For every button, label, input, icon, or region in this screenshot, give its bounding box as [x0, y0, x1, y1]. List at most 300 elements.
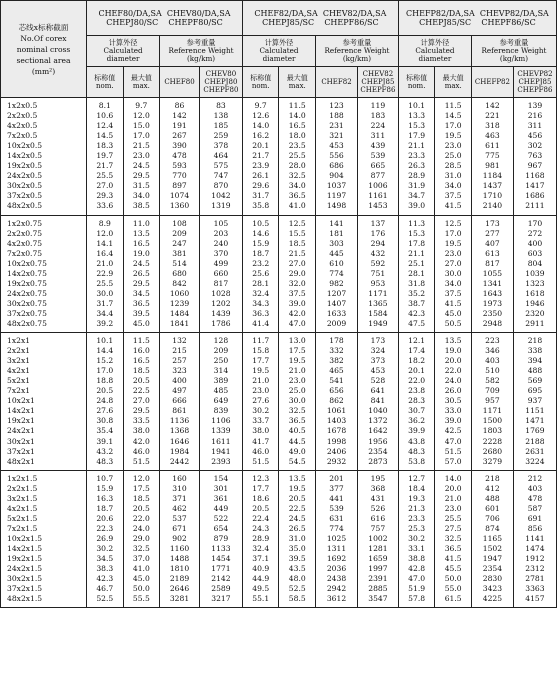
- spec-value: 37x2x1: [7, 446, 35, 456]
- cell-value: 8.1: [98, 101, 111, 110]
- cell-value: 39.9: [408, 426, 426, 436]
- cell-value: 11.5: [444, 101, 462, 110]
- cell-value: 12.5: [444, 218, 462, 228]
- group-header-1: CHEF80/DA,SA CHEV80/DA,SA CHEPJ80/SC CHEPF80/SC: [87, 1, 243, 36]
- cell-value: 1633: [326, 308, 347, 318]
- cell-value: 641: [370, 386, 386, 396]
- cell-value: 42.3: [96, 574, 114, 584]
- cell-value: 2873: [368, 456, 388, 466]
- cell-value: 1502: [482, 543, 503, 553]
- cell-value: 39.0: [408, 201, 426, 211]
- cell-value: 1692: [326, 554, 347, 564]
- cell-value: 57.0: [444, 456, 462, 466]
- cell-value: 29.5: [132, 406, 150, 416]
- cell-value: 21.0: [444, 493, 462, 503]
- cell-value: 32.5: [132, 543, 150, 553]
- cell-value: 250: [213, 356, 229, 366]
- cell-value: 13.5: [444, 336, 462, 346]
- cell-value: 10.1: [96, 336, 114, 346]
- cell-value: 49.0: [288, 446, 306, 456]
- cell-value: 22.0: [444, 366, 462, 376]
- cell-value: 32.5: [444, 533, 462, 543]
- cell-value: 23.9: [252, 161, 270, 171]
- cell-value: 14.0: [444, 473, 462, 483]
- cell-value: 23.3: [408, 151, 426, 161]
- cell-value: 45.5: [444, 564, 462, 574]
- group-header-3: CHEFP82/DA,SA CHEVP82/DA,SA CHEPJ85/SC CHEPF86/SC: [398, 1, 556, 36]
- cell-value: 41.7: [252, 436, 270, 446]
- cell-value: 26.5: [288, 523, 306, 533]
- cell-value: 361: [213, 493, 229, 503]
- cell-value: 17.0: [96, 366, 114, 376]
- cell-value: 1133: [211, 543, 231, 553]
- spec-value: 2x2x1: [7, 346, 31, 356]
- spec-value: 14x2x0.75: [7, 268, 47, 278]
- value-cell: [316, 470, 358, 608]
- cell-value: 203: [213, 228, 229, 238]
- cell-value: 53.8: [408, 456, 426, 466]
- value-cell: [398, 333, 435, 471]
- cell-value: 12.0: [96, 228, 114, 238]
- cell-value: 592: [370, 258, 386, 268]
- cell-value: 19.5: [444, 238, 462, 248]
- max-header: 最大值 max.: [123, 67, 160, 98]
- cell-value: 25.0: [288, 386, 306, 396]
- cell-value: 43.2: [96, 446, 114, 456]
- cell-value: 37.5: [444, 288, 462, 298]
- cell-value: 377: [329, 483, 344, 493]
- spec-cell: [1, 470, 87, 608]
- cell-value: 25.1: [408, 258, 426, 268]
- cell-value: 55.5: [132, 594, 150, 604]
- weight-col-a-header: CHEF80: [160, 67, 200, 98]
- cell-value: 1946: [525, 298, 545, 308]
- spec-value: 3x2x1: [7, 356, 31, 366]
- cell-value: 195: [370, 473, 386, 483]
- cell-value: 16.5: [288, 121, 306, 131]
- value-cell: [471, 98, 513, 216]
- cell-value: 23.0: [288, 376, 306, 386]
- spec-value: 1x2x0.75: [7, 218, 43, 228]
- cell-value: 29.5: [132, 171, 150, 181]
- value-cell: [199, 333, 242, 471]
- cell-value: 4157: [525, 594, 545, 604]
- value-cell: [199, 470, 242, 608]
- cell-value: 119: [370, 101, 386, 110]
- cell-value: 774: [329, 523, 344, 533]
- cell-value: 2438: [326, 574, 347, 584]
- cell-value: 1060: [169, 288, 190, 298]
- cell-value: 123: [329, 101, 344, 110]
- cell-value: 23.0: [444, 248, 462, 258]
- cell-value: 953: [370, 278, 386, 288]
- cell-value: 593: [172, 161, 187, 171]
- cell-value: 497: [172, 386, 187, 396]
- cell-value: 28.9: [252, 533, 270, 543]
- spec-value: 1x2x1: [7, 336, 31, 346]
- cell-value: 3612: [326, 594, 347, 604]
- calc-diameter-header-1: 计算外径 Calculated diameter: [87, 36, 160, 67]
- cell-value: 26.3: [408, 161, 426, 171]
- cell-value: 2142: [211, 574, 231, 584]
- cell-value: 1239: [169, 298, 190, 308]
- cell-value: 1439: [211, 308, 231, 318]
- cell-value: 8.9: [98, 218, 111, 228]
- cell-value: 17.7: [252, 483, 270, 493]
- cell-value: 14.1: [96, 238, 114, 248]
- cell-value: 12.0: [132, 111, 150, 121]
- cell-value: 569: [527, 376, 543, 386]
- cell-value: 58.5: [288, 594, 306, 604]
- cell-value: 142: [485, 101, 500, 110]
- cell-value: 12.0: [132, 473, 150, 483]
- cell-value: 25.5: [96, 171, 114, 181]
- weight-col-b-header: CHEVP82 CHEPJ85 CHEPF86: [513, 67, 556, 98]
- cell-value: 1028: [211, 288, 231, 298]
- cell-value: 40.5: [288, 426, 306, 436]
- cell-value: 656: [329, 386, 344, 396]
- cell-value: 301: [213, 483, 229, 493]
- value-cell: [471, 215, 513, 333]
- cell-value: 1642: [368, 426, 388, 436]
- cell-value: 16.3: [96, 493, 114, 503]
- weight-col-a-header: CHEF82: [316, 67, 358, 98]
- cell-value: 1141: [525, 533, 545, 543]
- value-cell: [279, 470, 316, 608]
- cell-value: 15.3: [408, 228, 426, 238]
- cell-value: 17.5: [288, 346, 306, 356]
- table-section-row: [1, 333, 557, 471]
- value-cell: [357, 333, 398, 471]
- cell-value: 185: [213, 121, 229, 131]
- value-cell: [513, 333, 556, 471]
- cell-value: 26.5: [132, 268, 150, 278]
- cell-value: 26.1: [252, 171, 270, 181]
- weight-col-b-header: CHEV80 CHEPJ80 CHEPF80: [199, 67, 242, 98]
- cell-value: 671: [172, 523, 187, 533]
- cell-value: 39.5: [132, 308, 150, 318]
- cell-value: 170: [527, 218, 543, 228]
- cell-value: 221: [485, 111, 500, 121]
- cell-value: 183: [370, 111, 386, 121]
- value-cell: [199, 98, 242, 216]
- cell-value: 23.0: [444, 141, 462, 151]
- cell-value: 25.0: [444, 151, 462, 161]
- cell-value: 51.5: [252, 456, 270, 466]
- cell-value: 1168: [525, 171, 545, 181]
- cell-value: 13.0: [288, 336, 306, 346]
- cell-value: 332: [329, 346, 344, 356]
- cell-value: 31.0: [288, 533, 306, 543]
- value-cell: [87, 470, 124, 608]
- cell-value: 39.1: [96, 436, 114, 446]
- ref-weight-header-1: 参考重量 Reference Weight (kg/km): [160, 36, 243, 67]
- cell-value: 12.6: [252, 111, 270, 121]
- cell-value: 1365: [368, 298, 388, 308]
- spec-value: 7x2x1: [7, 386, 31, 396]
- cell-value: 19.0: [132, 248, 150, 258]
- cell-value: 32.5: [288, 406, 306, 416]
- cell-value: 39.0: [444, 416, 462, 426]
- cell-value: 20.5: [132, 503, 150, 513]
- spec-cell: [1, 333, 87, 471]
- cell-value: 2406: [326, 446, 347, 456]
- cell-value: 575: [213, 161, 229, 171]
- cell-value: 50.0: [444, 574, 462, 584]
- spec-value: 7x2x0.75: [7, 248, 43, 258]
- cell-value: 15.9: [96, 483, 114, 493]
- cell-value: 1498: [326, 201, 347, 211]
- cell-value: 1453: [368, 201, 388, 211]
- cell-value: 1074: [169, 191, 190, 201]
- cell-value: 27.5: [444, 523, 462, 533]
- cell-value: 34.0: [444, 181, 462, 191]
- cell-value: 537: [172, 513, 187, 523]
- cell-value: 449: [213, 503, 229, 513]
- cell-value: 21.1: [408, 248, 426, 258]
- cell-value: 1025: [326, 533, 347, 543]
- cell-value: 14.6: [252, 228, 270, 238]
- max-header: 最大值 max.: [435, 67, 472, 98]
- cell-value: 38.0: [132, 426, 150, 436]
- cell-value: 34.0: [288, 181, 306, 191]
- cell-value: 611: [485, 141, 500, 151]
- cell-value: 22.9: [96, 268, 114, 278]
- cell-value: 17.0: [444, 121, 462, 131]
- corner-header: 芯线x标称截面 No.Of corex nominal cross sectional area (mm²): [1, 1, 87, 98]
- cell-value: 18.2: [408, 356, 426, 366]
- cell-value: 1998: [326, 436, 347, 446]
- cell-value: 36.3: [252, 308, 270, 318]
- cell-value: 19.0: [444, 346, 462, 356]
- cell-value: 2036: [326, 564, 347, 574]
- cell-value: 18.7: [96, 503, 114, 513]
- cell-value: 1136: [169, 416, 190, 426]
- cell-value: 18.8: [96, 376, 114, 386]
- cell-value: 817: [213, 278, 229, 288]
- cell-value: 311: [370, 131, 386, 141]
- cell-value: 1810: [169, 564, 190, 574]
- cell-value: 17.9: [408, 131, 426, 141]
- cell-value: 3363: [525, 584, 545, 594]
- cell-value: 12.3: [252, 473, 270, 483]
- cell-value: 2228: [482, 436, 503, 446]
- cell-value: 3224: [525, 456, 545, 466]
- nom-header: 标称值 nom.: [87, 67, 124, 98]
- cell-value: 695: [527, 386, 543, 396]
- value-cell: [160, 98, 200, 216]
- spec-value: 1x2x1.5: [7, 473, 38, 483]
- cell-value: 2391: [368, 574, 388, 584]
- cell-value: 400: [527, 238, 543, 248]
- cell-value: 36.5: [288, 416, 306, 426]
- cell-value: 817: [485, 258, 500, 268]
- spec-value: 30x2x1: [7, 436, 35, 446]
- cell-value: 23.2: [252, 258, 270, 268]
- cell-value: 30.2: [408, 533, 426, 543]
- cell-value: 34.5: [96, 554, 114, 564]
- cell-value: 400: [172, 376, 187, 386]
- cell-value: 1006: [368, 181, 388, 191]
- cell-value: 381: [172, 248, 187, 258]
- cell-value: 17.0: [132, 131, 150, 141]
- cell-value: 38.7: [408, 298, 426, 308]
- spec-value: 3x2x1.5: [7, 493, 38, 503]
- cell-value: 453: [370, 366, 386, 376]
- cell-value: 188: [329, 111, 344, 121]
- cell-value: 2111: [525, 201, 545, 211]
- cell-value: 1500: [482, 416, 503, 426]
- spec-value: 10x2x0.5: [7, 141, 43, 151]
- spec-cell: [1, 98, 87, 216]
- cell-value: 45.0: [444, 308, 462, 318]
- cell-value: 218: [527, 336, 543, 346]
- cell-value: 631: [329, 513, 344, 523]
- cell-value: 303: [329, 238, 344, 248]
- cell-value: 13.5: [132, 228, 150, 238]
- cell-value: 2646: [169, 584, 190, 594]
- cell-value: 874: [485, 523, 500, 533]
- cell-value: 18.0: [288, 131, 306, 141]
- cell-value: 9.7: [135, 101, 148, 110]
- value-cell: [87, 215, 124, 333]
- cell-value: 20.5: [96, 386, 114, 396]
- cell-value: 20.5: [252, 503, 270, 513]
- cell-value: 31.8: [408, 278, 426, 288]
- cell-value: 57.8: [408, 594, 426, 604]
- cell-value: 11.3: [408, 218, 426, 228]
- spec-value: 7x2x0.5: [7, 131, 38, 141]
- cell-value: 128: [213, 336, 229, 346]
- cell-value: 25.3: [408, 523, 426, 533]
- cell-value: 30.0: [288, 396, 306, 406]
- cell-value: 51.9: [408, 584, 426, 594]
- cell-value: 775: [485, 151, 500, 161]
- cell-value: 160: [172, 473, 187, 483]
- cell-value: 30.0: [444, 268, 462, 278]
- value-cell: [398, 98, 435, 216]
- value-cell: [160, 470, 200, 608]
- cell-value: 1106: [211, 416, 231, 426]
- spec-value: 19x2x0.75: [7, 278, 47, 288]
- cell-value: 1643: [482, 288, 503, 298]
- cell-value: 40.9: [252, 564, 270, 574]
- spec-value: 4x2x1.5: [7, 503, 38, 513]
- cell-value: 45.0: [132, 318, 150, 328]
- cell-value: 3547: [368, 594, 388, 604]
- cell-value: 616: [370, 513, 386, 523]
- cell-value: 937: [527, 396, 543, 406]
- cell-value: 30.8: [96, 416, 114, 426]
- cell-value: 1281: [368, 543, 388, 553]
- cell-value: 526: [370, 503, 386, 513]
- cell-value: 839: [213, 406, 229, 416]
- cell-value: 26.0: [444, 386, 462, 396]
- cell-value: 47.0: [288, 318, 306, 328]
- value-cell: [242, 98, 279, 216]
- value-cell: [123, 470, 160, 608]
- value-cell: [435, 215, 472, 333]
- cell-value: 37.5: [288, 288, 306, 298]
- cell-value: 30.2: [252, 406, 270, 416]
- value-cell: [316, 215, 358, 333]
- cell-value: 324: [370, 346, 386, 356]
- cell-value: 1941: [211, 446, 231, 456]
- cell-value: 2354: [482, 564, 503, 574]
- value-cell: [242, 215, 279, 333]
- cell-value: 30.2: [96, 543, 114, 553]
- cell-value: 1151: [525, 406, 545, 416]
- cell-value: 462: [172, 503, 187, 513]
- cell-value: 582: [485, 376, 500, 386]
- cell-value: 613: [485, 248, 500, 258]
- cell-value: 105: [213, 218, 229, 228]
- cell-value: 432: [370, 248, 386, 258]
- cell-value: 16.2: [252, 131, 270, 141]
- cell-value: 31.5: [132, 181, 150, 191]
- value-cell: [435, 333, 472, 471]
- cell-value: 19.5: [288, 356, 306, 366]
- cell-value: 603: [527, 248, 543, 258]
- cell-value: 21.3: [408, 503, 426, 513]
- cell-value: 19.5: [444, 131, 462, 141]
- cell-value: 2631: [525, 446, 545, 456]
- cell-value: 1039: [525, 268, 545, 278]
- table-section-row: [1, 470, 557, 608]
- cell-value: 139: [527, 101, 543, 110]
- cell-value: 25.5: [96, 278, 114, 288]
- cell-value: 33.1: [408, 543, 426, 553]
- calc-diameter-header-3: 计算外径 Calculated diameter: [398, 36, 471, 67]
- cell-value: 48.0: [288, 574, 306, 584]
- cell-value: 1471: [525, 416, 545, 426]
- cell-value: 3281: [169, 594, 190, 604]
- spec-cell: [1, 215, 87, 333]
- cell-value: 709: [485, 386, 500, 396]
- cell-value: 763: [527, 151, 543, 161]
- cell-value: 17.5: [132, 483, 150, 493]
- cell-value: 257: [172, 356, 187, 366]
- cell-value: 191: [172, 121, 187, 131]
- cell-value: 23.0: [132, 151, 150, 161]
- cell-value: 453: [329, 141, 344, 151]
- cell-value: 1341: [482, 278, 503, 288]
- cell-value: 23.8: [408, 386, 426, 396]
- cell-value: 46.7: [96, 584, 114, 594]
- nom-header: 标称值 nom.: [242, 67, 279, 98]
- cell-value: 20.6: [96, 513, 114, 523]
- cell-value: 2442: [169, 456, 190, 466]
- cell-value: 18.5: [132, 493, 150, 503]
- spec-value: 4x2x0.75: [7, 238, 43, 248]
- cell-value: 1055: [482, 268, 503, 278]
- cell-value: 28.3: [408, 396, 426, 406]
- spec-value: 5x2x1.5: [7, 513, 38, 523]
- cell-value: 34.0: [444, 278, 462, 288]
- cell-value: 22.3: [96, 523, 114, 533]
- spec-value: 24x2x1.5: [7, 564, 43, 574]
- cell-value: 18.5: [132, 366, 150, 376]
- cell-value: 478: [172, 151, 187, 161]
- cell-value: 27.0: [444, 258, 462, 268]
- spec-value: 37x2x1.5: [7, 584, 43, 594]
- cell-value: 510: [485, 366, 500, 376]
- cell-value: 2312: [525, 564, 545, 574]
- cell-value: 321: [329, 131, 344, 141]
- cell-value: 20.5: [288, 493, 306, 503]
- cell-value: 2948: [482, 318, 503, 328]
- cell-value: 382: [329, 356, 344, 366]
